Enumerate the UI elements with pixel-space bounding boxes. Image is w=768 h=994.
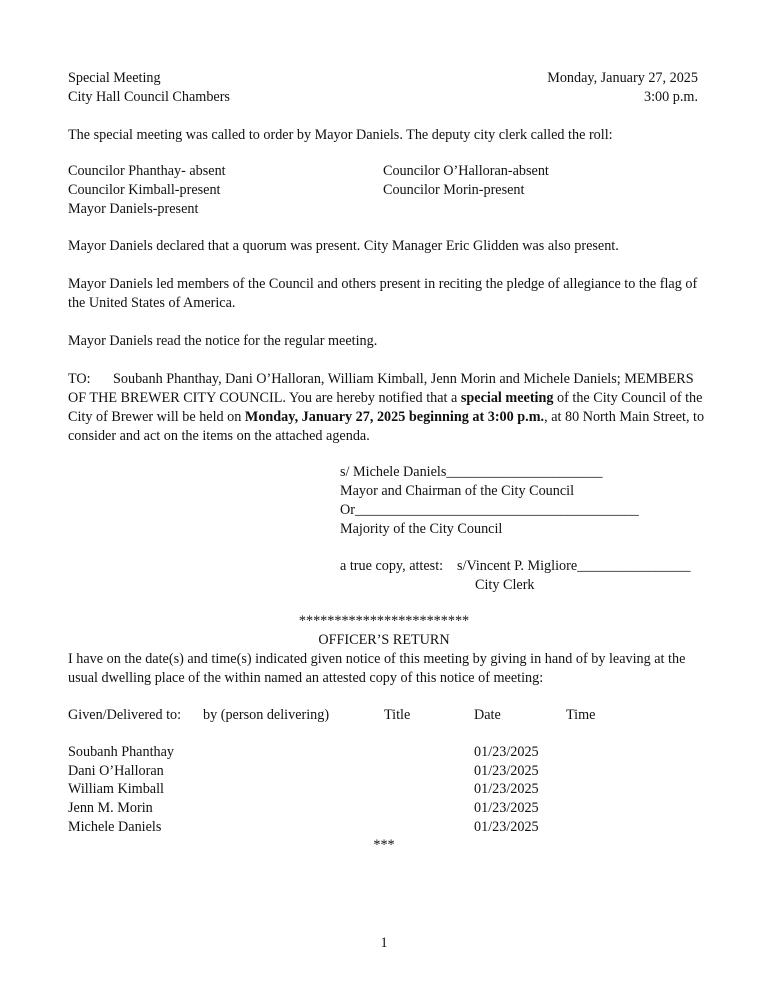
notice-text-3: , at 80 North Main Street, to consider and act on the items on the attached agenda. <box>68 409 705 444</box>
roll-entry: Councilor Morin-present <box>383 182 525 198</box>
notice-read-statement: Mayor Daniels read the notice for the regular meeting. <box>68 333 378 349</box>
page-number: 1 <box>380 935 388 951</box>
delivery-name: Michele Daniels <box>68 819 162 835</box>
delivery-name: Dani O’Halloran <box>68 763 164 779</box>
attest-signature: s/Vincent P. Migliore________________ <box>457 558 691 574</box>
meeting-date: Monday, January 27, 2025 <box>547 70 698 86</box>
roll-entry: Councilor O’Halloran-absent <box>383 163 549 179</box>
roll-entry: Councilor Phanthay- absent <box>68 163 226 179</box>
col-header-date: Date <box>474 707 501 723</box>
quorum-statement: Mayor Daniels declared that a quorum was present. City Manager Eric Glidden was also present. <box>68 238 619 254</box>
separator-stars: ************************ <box>298 613 470 629</box>
signature-or-line: Or________________________________________ <box>340 502 639 518</box>
col-header-title: Title <box>384 707 411 723</box>
signature-majority: Majority of the City Council <box>340 521 503 537</box>
clerk-title: City Clerk <box>475 577 535 593</box>
delivery-date: 01/23/2025 <box>474 819 539 835</box>
delivery-date: 01/23/2025 <box>474 763 539 779</box>
signature-mayor: s/ Michele Daniels______________________ <box>340 464 603 480</box>
end-mark: *** <box>373 837 395 853</box>
officers-return-title: OFFICER’S RETURN <box>318 632 450 648</box>
notice-text-2: of the City Council of the City of Brewer will be held on <box>68 390 703 425</box>
delivery-date: 01/23/2025 <box>474 781 539 797</box>
meeting-time: 3:00 p.m. <box>644 89 698 105</box>
col-header-by: by (person delivering) <box>203 707 330 723</box>
signature-mayor-title: Mayor and Chairman of the City Council <box>340 483 575 499</box>
delivery-date: 01/23/2025 <box>474 744 539 760</box>
delivery-name: William Kimball <box>68 781 164 797</box>
notice-bold-special-meeting: special meeting <box>460 390 554 406</box>
notice-text-1: Soubanh Phanthay, Dani O’Halloran, William Kimball, Jenn Morin and Michele Daniels; MEMBERS OF THE BREWER CITY COUNCIL. You are hereby notified that a <box>68 371 694 406</box>
roll-entry: Councilor Kimball-present <box>68 182 221 198</box>
officers-return-text: I have on the date(s) and time(s) indicated given notice of this meeting by giving in hand of by leaving at the usual dwelling place of the within named an attested copy of this notice of meeting: <box>68 651 686 686</box>
call-to-order: The special meeting was called to order by Mayor Daniels. The deputy city clerk called the roll: <box>68 127 613 143</box>
delivery-name: Jenn M. Morin <box>68 800 153 816</box>
notice-bold-date: Monday, January 27, 2025 beginning at 3:00 p.m. <box>244 409 545 425</box>
meeting-location: City Hall Council Chambers <box>68 89 230 105</box>
notice-to-label: TO: <box>68 371 91 387</box>
meeting-type: Special Meeting <box>68 70 161 86</box>
attest-label: a true copy, attest: <box>340 558 444 574</box>
col-header-given: Given/Delivered to: <box>68 707 182 723</box>
meeting-notice <box>68 370 708 446</box>
delivery-date: 01/23/2025 <box>474 800 539 816</box>
col-header-time: Time <box>566 707 596 723</box>
delivery-name: Soubanh Phanthay <box>68 744 175 760</box>
pledge-statement: Mayor Daniels led members of the Council and others present in reciting the pledge of allegiance to the flag of the United States of America. <box>68 276 698 311</box>
roll-entry: Mayor Daniels-present <box>68 201 199 217</box>
